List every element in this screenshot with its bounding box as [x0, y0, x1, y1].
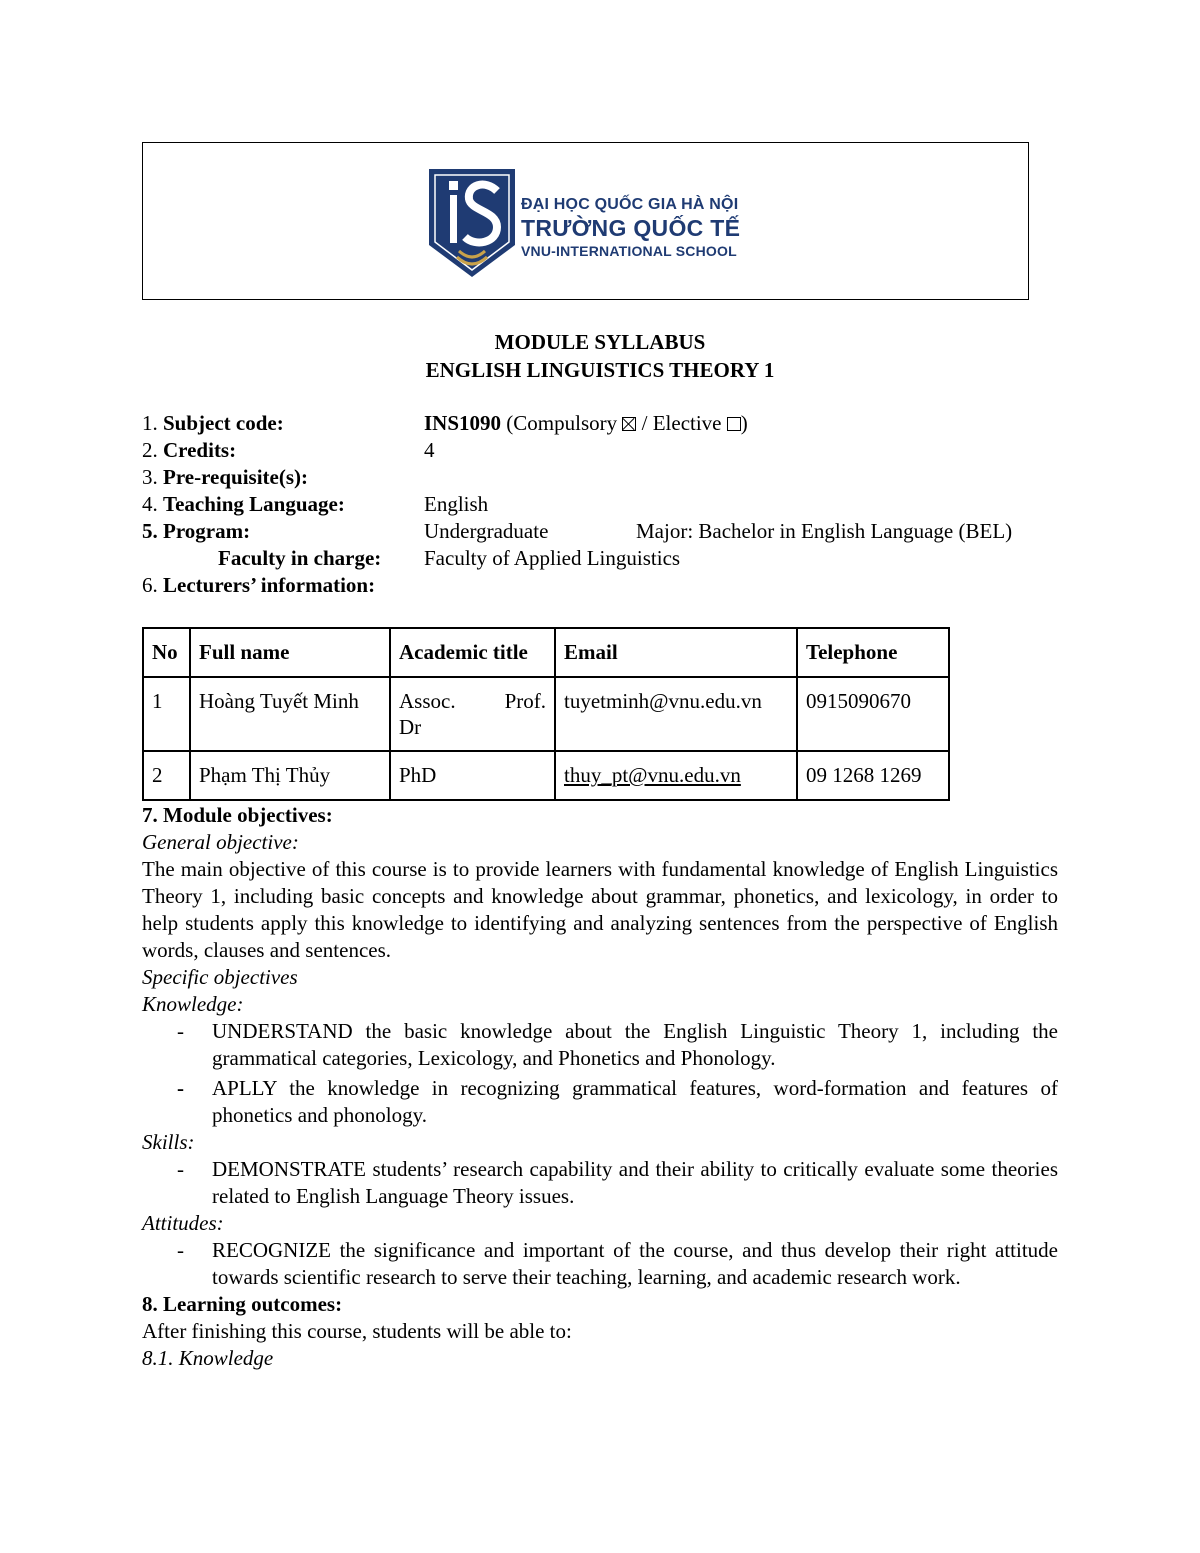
column-header: No — [143, 628, 190, 677]
list-item-text: UNDERSTAND the basic knowledge about the English Linguistic Theory 1, including the grammatical categories, Lexicology, and Phonetics and Phonology. — [212, 1019, 1058, 1070]
cell-full-name: Phạm Thị Thủy — [190, 751, 390, 800]
column-header: Email — [555, 628, 797, 677]
info-label: Credits: — [163, 438, 237, 462]
item-number: 3. — [142, 465, 158, 489]
section-heading: 8. Learning outcomes: — [142, 1292, 343, 1316]
elective-label: / Elective — [636, 411, 727, 435]
section-heading: 7. Module objectives: — [142, 803, 333, 827]
program-value: Undergraduate — [424, 519, 549, 543]
email-link[interactable]: thuy_pt@vnu.edu.vn — [564, 763, 741, 787]
logo-line-university: ĐẠI HỌC QUỐC GIA HÀ NỘI — [521, 196, 739, 213]
cell-no: 2 — [143, 751, 190, 800]
credits-value: 4 — [424, 438, 435, 462]
item-number: 1. — [142, 411, 158, 435]
compulsory-checkbox[interactable] — [622, 417, 636, 431]
table-row — [143, 677, 949, 751]
cell-full-name: Hoàng Tuyết Minh — [190, 677, 390, 751]
major-value: Major: Bachelor in English Language (BEL) — [636, 519, 1013, 543]
cell-email: tuyetminh@vnu.edu.vn — [555, 677, 797, 751]
paragraph: The main objective of this course is to provide learners with fundamental knowledge of English Linguistics Theory 1, including basic concepts and knowledge about grammar, phonetics, and lexicology, in order to help students apply this knowledge to identifying and analyzing sentences from the perspective of English words, clauses and sentences. — [142, 857, 1058, 962]
title-part: Assoc. — [399, 689, 456, 713]
column-header: Telephone — [797, 628, 949, 677]
column-header: Academic title — [390, 628, 555, 677]
subject-code-value: INS1090 — [424, 411, 502, 435]
subsection-label: Attitudes: — [142, 1211, 224, 1235]
subsection-label: 8.1. Knowledge — [142, 1346, 274, 1370]
logo-line-english: VNU-INTERNATIONAL SCHOOL — [521, 243, 737, 259]
document-title: MODULE SYLLABUS — [494, 330, 706, 354]
list-item-text: DEMONSTRATE students’ research capability and their ability to critically evaluate some theories related to English Language Theory issues. — [212, 1157, 1058, 1208]
info-label: 5. Program: — [142, 519, 251, 543]
list-item: - UNDERSTAND the basic knowledge about the English Linguistic Theory 1, including the grammatical categories, Lexicology, and Phonetics and Phonology. — [177, 1019, 1058, 1070]
header-logo-box — [142, 142, 1029, 300]
item-number: 2. — [142, 438, 158, 462]
list-item: - RECOGNIZE the significance and important of the course, and thus develop their right attitude towards scientific research to serve their teaching, learning, and academic research work. — [177, 1238, 1058, 1289]
faculty-value: Faculty of Applied Linguistics — [424, 546, 681, 570]
cell-telephone: 0915090670 — [797, 677, 949, 751]
info-label: Teaching Language: — [163, 492, 345, 516]
syllabus-body — [142, 802, 1058, 1372]
lecturers-table — [142, 627, 950, 801]
logo-line-school: TRƯỜNG QUỐC TẾ — [521, 215, 741, 241]
info-label: Lecturers’ information: — [163, 573, 376, 597]
paragraph: After finishing this course, students will be able to: — [142, 1319, 572, 1343]
list-item: - APLLY the knowledge in recognizing grammatical features, word-formation and features of phonetics and phonology. — [177, 1076, 1058, 1127]
info-label: Pre-requisite(s): — [163, 465, 309, 489]
compulsory-label: (Compulsory — [501, 411, 623, 435]
table-row — [143, 751, 949, 800]
language-value: English — [424, 492, 489, 516]
list-item-text: RECOGNIZE the significance and important of the course, and thus develop their right attitude towards scientific research to serve their teaching, learning, and academic research work. — [212, 1238, 1058, 1289]
logo-wordmark — [521, 195, 740, 260]
subsection-label: Specific objectives — [142, 965, 298, 989]
subsection-label: Knowledge: — [142, 992, 244, 1016]
info-label: Subject code: — [163, 411, 284, 435]
table-header-row — [143, 628, 949, 677]
subsection-label: Skills: — [142, 1130, 195, 1154]
subsection-label: General objective: — [142, 830, 299, 854]
info-label: Faculty in charge: — [218, 546, 382, 570]
item-number: 6. — [142, 573, 158, 597]
column-header: Full name — [190, 628, 390, 677]
title-part: Prof. — [504, 689, 546, 713]
cell-email — [555, 751, 797, 800]
close-paren: ) — [740, 411, 748, 435]
list-item-text: APLLY the knowledge in recognizing grammatical features, word-formation and features of phonetics and phonology. — [212, 1076, 1058, 1127]
cell-academic-title — [390, 677, 555, 751]
item-number: 4. — [142, 492, 158, 516]
cell-academic-title: PhD — [390, 751, 555, 800]
module-title: ENGLISH LINGUISTICS THEORY 1 — [425, 358, 775, 382]
cell-no: 1 — [143, 677, 190, 751]
list-item: - DEMONSTRATE students’ research capability and their ability to critically evaluate some theories related to English Language Theory issues. — [177, 1157, 1058, 1208]
title-part: Dr — [399, 715, 422, 739]
cell-telephone: 09 1268 1269 — [797, 751, 949, 800]
elective-checkbox[interactable] — [727, 417, 741, 431]
